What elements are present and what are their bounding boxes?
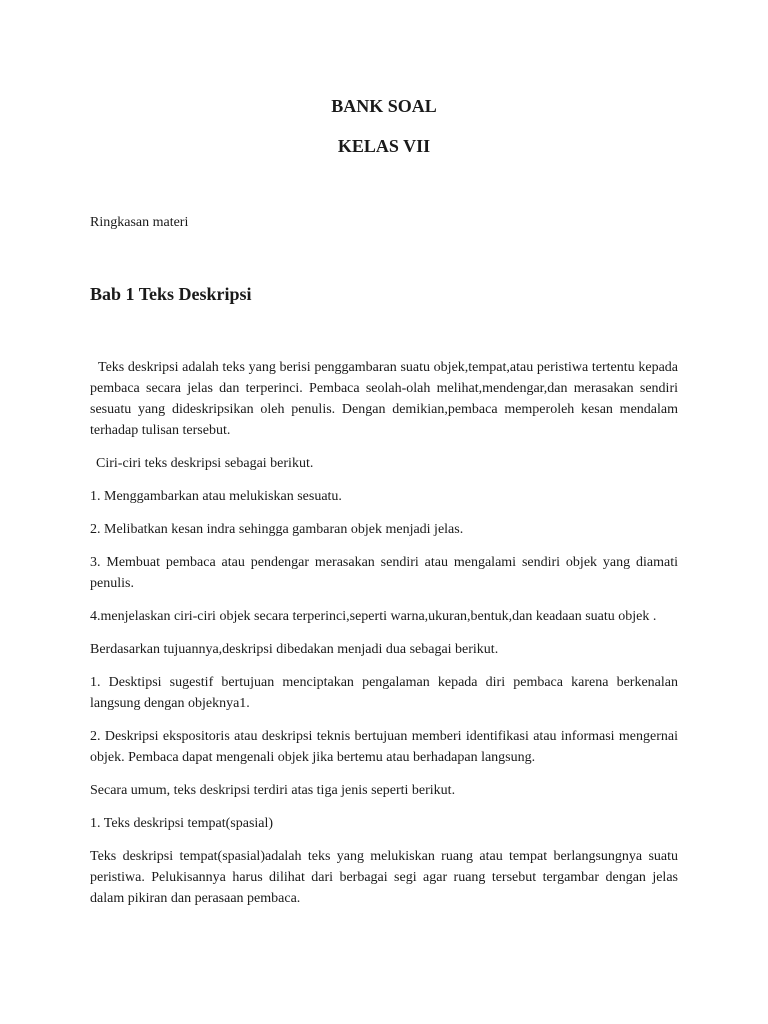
section-subheading: Ringkasan materi: [90, 215, 189, 230]
paragraph-types-intro: Secara umum, teks deskripsi terdiri atas tiga jenis seperti berikut.: [90, 783, 456, 798]
list-item: 1. Teks deskripsi tempat(spasial): [90, 816, 274, 831]
list-item: 3. Membuat pembaca atau pendengar merasakan sendiri atau mengalami sendiri objek yang diamati penulis.: [90, 555, 678, 591]
list-item: 1. Desktipsi sugestif bertujuan menciptakan pengalaman kepada diri pembaca karena berkenalan langsung dengan objeknya1.: [90, 675, 678, 711]
paragraph-purpose-intro: Berdasarkan tujuannya,deskripsi dibedakan menjadi dua sebagai berikut.: [90, 642, 499, 657]
list-item: 1. Menggambarkan atau melukiskan sesuatu.: [90, 489, 342, 504]
list-item: 4.menjelaskan ciri-ciri objek secara terperinci,seperti warna,ukuran,bentuk,dan keadaan suatu objek .: [90, 609, 657, 624]
document-subtitle: KELAS VII: [337, 136, 431, 156]
paragraph-definition: Teks deskripsi adalah teks yang berisi penggambaran suatu objek,tempat,atau peristiwa tertentu kepada pembaca secara jelas dan terperinci. Pembaca seolah-olah melihat,mendengar,dan merasakan sendiri sesuatu yang dideskripsikan oleh penulis. Dengan demikian,pembaca memperoleh kesan mendalam terhadap tulisan tersebut.: [90, 360, 678, 438]
paragraph-characteristics-intro: Ciri-ciri teks deskripsi sebagai berikut.: [96, 456, 314, 471]
document-body: [90, 357, 678, 921]
document-title: BANK SOAL: [331, 96, 437, 116]
list-item: 2. Melibatkan kesan indra sehingga gambaran objek menjadi jelas.: [90, 522, 464, 537]
paragraph-spatial-description: Teks deskripsi tempat(spasial)adalah teks yang melukiskan ruang atau tempat berlangsungnya suatu peristiwa. Pelukisannya harus dilihat dari berbagai segi agar ruang tersebut tergambar dengan jelas dalam pikiran dan perasaan pembaca.: [90, 849, 678, 906]
list-item: 2. Deskripsi ekspositoris atau deskripsi teknis bertujuan memberi identifikasi atau informasi mengernai objek. Pembaca dapat mengenali objek jika bertemu atau berhadapan langsung.: [90, 729, 678, 765]
chapter-title: Bab 1 Teks Deskripsi: [90, 284, 252, 304]
